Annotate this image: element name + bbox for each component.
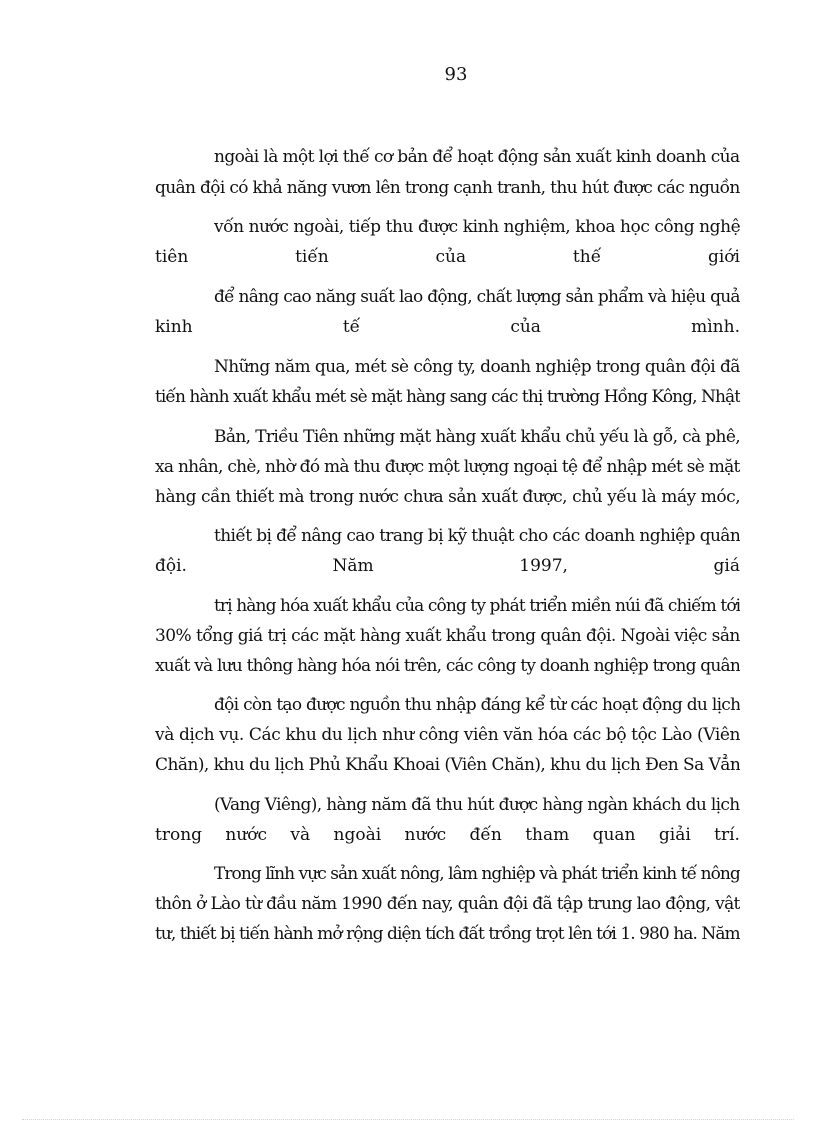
text-line: để nâng cao năng suất lao động, chất lượng sản phẩm và hiệu quả bbox=[214, 287, 740, 307]
text-line: 30% tổng giá trị các mặt hàng xuất khẩu trong quân đội. Ngoài việc sản bbox=[155, 626, 740, 646]
word: quan bbox=[592, 825, 636, 845]
word: kinh bbox=[155, 317, 193, 337]
word: của bbox=[435, 247, 467, 267]
word: thế bbox=[572, 247, 602, 267]
page-number: 93 bbox=[444, 64, 468, 85]
word: tiến bbox=[295, 247, 329, 267]
text-line: tiến hành xuất khẩu mét sè mặt hàng sang các thị trường Hồng Kông, Nhật bbox=[155, 387, 740, 407]
text-line-justified bbox=[155, 824, 740, 846]
word: giải bbox=[658, 825, 691, 845]
page-bottom-border bbox=[22, 1119, 794, 1120]
text-line: xa nhân, chè, nhờ đó mà thu được một lượng ngoại tệ để nhập mét sè mặt bbox=[155, 457, 740, 477]
text-line: tư, thiết bị tiến hành mở rộng diện tích đất trồng trọt lên tới 1. 980 ha. Năm bbox=[155, 924, 740, 944]
text-line: quân đội có khả năng vươn lên trong cạnh tranh, thu hút được các nguồn bbox=[155, 178, 740, 198]
word: nước bbox=[225, 825, 268, 845]
word: nước bbox=[404, 825, 447, 845]
text-line-justified bbox=[155, 246, 740, 268]
text-line-justified bbox=[155, 316, 740, 338]
text-line-justified bbox=[155, 555, 740, 577]
text-line: thiết bị để nâng cao trang bị kỹ thuật cho các doanh nghiệp quân bbox=[214, 526, 740, 546]
text-line: Những năm qua, mét sè công ty, doanh nghiệp trong quân đội đã bbox=[214, 357, 740, 377]
text-line: hàng cần thiết mà trong nước chưa sản xuất được, chủ yếu là máy móc, bbox=[155, 487, 740, 507]
text-line: Chăn), khu du lịch Phủ Khẩu Khoai (Viên Chăn), khu du lịch Đen Sa Vẳn bbox=[155, 755, 740, 775]
word: ngoài bbox=[333, 825, 382, 845]
text-line: vốn nước ngoài, tiếp thu được kinh nghiệm, khoa học công nghệ bbox=[214, 217, 740, 237]
text-line: thôn ở Lào từ đầu năm 1990 đến nay, quân đội đã tập trung lao động, vật bbox=[155, 894, 740, 914]
text-line: đội còn tạo được nguồn thu nhập đáng kể từ các hoạt động du lịch bbox=[214, 695, 740, 715]
text-line: Trong lĩnh vực sản xuất nông, lâm nghiệp và phát triển kinh tế nông bbox=[214, 864, 740, 884]
text-line: (Vang Viêng), hàng năm đã thu hút được hàng ngàn khách du lịch bbox=[214, 795, 740, 815]
word: đến bbox=[469, 825, 502, 845]
word: giới bbox=[707, 247, 740, 267]
word: 1997, bbox=[519, 556, 568, 576]
word: mình. bbox=[691, 317, 740, 337]
word: tham bbox=[525, 825, 570, 845]
word: trong bbox=[155, 825, 203, 845]
text-line: xuất và lưu thông hàng hóa nói trên, các công ty doanh nghiệp trong quân bbox=[155, 656, 740, 676]
text-line: trị hàng hóa xuất khẩu của công ty phát triển miền núi đã chiếm tới bbox=[214, 596, 740, 616]
word: tiên bbox=[155, 247, 189, 267]
text-line: và dịch vụ. Các khu du lịch như công viên văn hóa các bộ tộc Lào (Viên bbox=[155, 725, 740, 745]
word: tế bbox=[342, 317, 361, 337]
word: Năm bbox=[332, 556, 374, 576]
text-line: ngoài là một lợi thế cơ bản để hoạt động sản xuất kinh doanh của bbox=[214, 147, 740, 167]
word: và bbox=[290, 825, 311, 845]
word: giá bbox=[713, 556, 740, 576]
word: trí. bbox=[714, 825, 740, 845]
word: của bbox=[510, 317, 541, 337]
text-line: Bản, Triều Tiên những mặt hàng xuất khẩu chủ yếu là gỗ, cà phê, bbox=[214, 427, 740, 447]
word: đội. bbox=[155, 556, 187, 576]
